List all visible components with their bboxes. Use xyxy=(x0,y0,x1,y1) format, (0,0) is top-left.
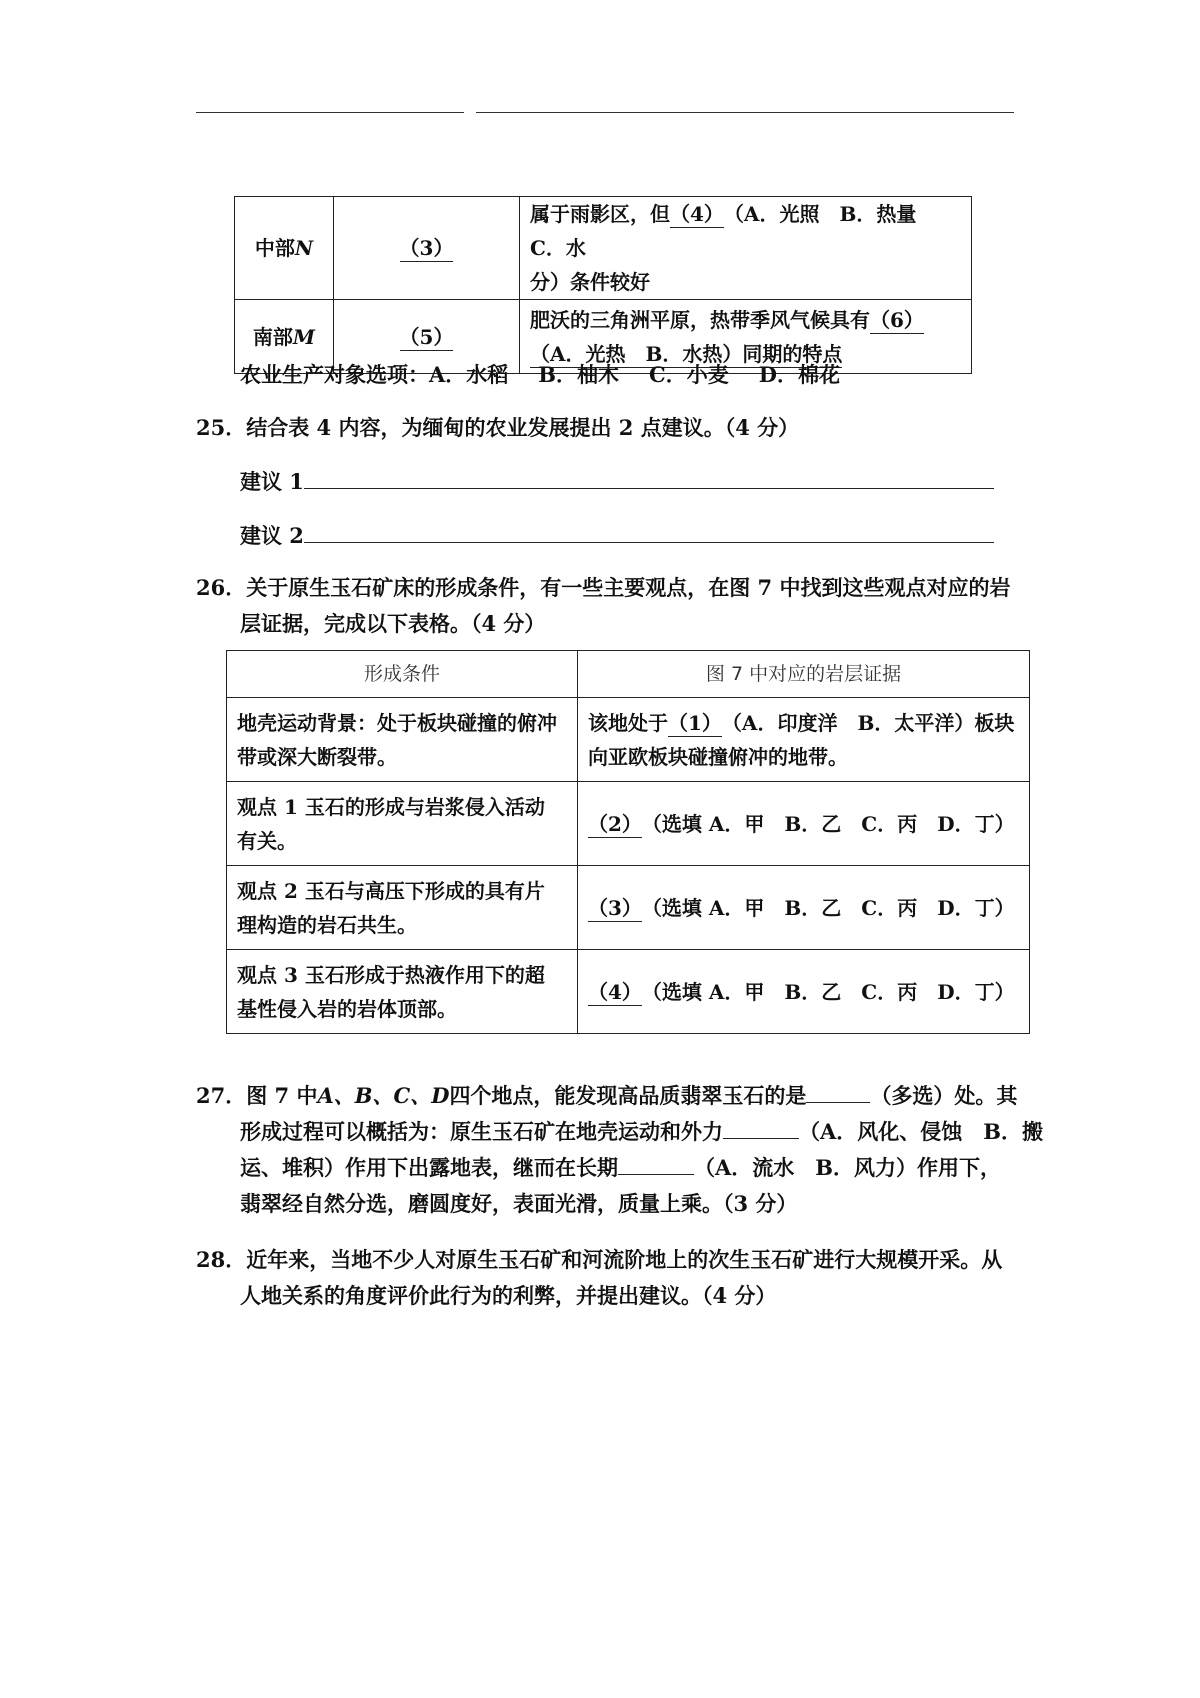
suggestion-2 xyxy=(240,518,994,554)
question-number: 26． xyxy=(196,575,247,600)
evidence-cell xyxy=(578,698,1030,782)
option-d: D．棉花 xyxy=(758,362,840,387)
condition-text-2: 有关。 xyxy=(237,828,297,853)
desc-blank: （6） xyxy=(870,307,924,332)
condition-text: 观点 3 玉石形成于热液作用下的超 xyxy=(237,962,545,987)
table-row xyxy=(227,866,1030,950)
answer-blank: （3） xyxy=(399,236,454,260)
region-cell xyxy=(235,197,334,300)
suggestion-label: 建议 2 xyxy=(240,523,304,548)
condition-text: 地壳运动背景：处于板块碰撞的俯冲 xyxy=(237,710,557,735)
evidence-cell xyxy=(578,950,1030,1034)
question-number: 25． xyxy=(196,415,247,440)
desc-text-2: 分）条件较好 xyxy=(530,270,650,294)
region-label: 中部 xyxy=(254,236,295,260)
evidence-options: （选填 A．甲 B．乙 C．丙 D．丁） xyxy=(641,811,1015,836)
answer-blank-1[interactable] xyxy=(806,1078,870,1103)
condition-cell xyxy=(227,698,578,782)
options-line xyxy=(240,357,840,393)
evidence-cell xyxy=(578,866,1030,950)
agriculture-table xyxy=(234,196,972,374)
header-rule-left xyxy=(196,112,464,113)
options-label: 农业生产对象选项： xyxy=(240,362,429,387)
table-row xyxy=(227,698,1030,782)
question-26 xyxy=(196,570,1010,642)
suggestion-2-field[interactable] xyxy=(304,518,994,543)
evidence-blank[interactable]: （3） xyxy=(588,895,642,920)
evidence-options: （选填 A．甲 B．乙 C．丙 D．丁） xyxy=(641,979,1015,1004)
table-row xyxy=(227,782,1030,866)
question-text: 翡翠经自然分选，磨圆度好，表面光滑，质量上乘。（3 分） xyxy=(240,1191,798,1216)
desc-text: 肥沃的三角洲平原，热带季风气候具有 xyxy=(530,307,870,332)
question-text: 关于原生玉石矿床的形成条件，有一些主要观点，在图 7 中找到这些观点对应的岩 xyxy=(246,575,1011,600)
question-text: 结合表 4 内容，为缅甸的农业发展提出 2 点建议。（4 分） xyxy=(246,415,800,440)
evidence-text: 该地处于 xyxy=(588,710,668,735)
desc-options: （A．光照 B．热量 C．水 xyxy=(530,202,937,260)
evidence-blank[interactable]: （2） xyxy=(588,811,642,836)
evidence-options: （选填 A．甲 B．乙 C．丙 D．丁） xyxy=(641,895,1015,920)
question-text-2: 层证据，完成以下表格。（4 分） xyxy=(240,611,546,636)
table-header xyxy=(227,651,1030,698)
point-labels: A、B、C、D xyxy=(317,1083,450,1108)
option-b: B．柚木 xyxy=(538,362,620,387)
header-evidence: 图 7 中对应的岩层证据 xyxy=(578,651,1030,698)
option-a: A．水稻 xyxy=(429,362,509,387)
question-28 xyxy=(196,1242,1002,1314)
header-condition: 形成条件 xyxy=(227,651,578,698)
question-text: （多选）处。其 xyxy=(870,1083,1018,1108)
condition-text: 观点 1 玉石的形成与岩浆侵入活动 xyxy=(237,794,545,819)
condition-text: 观点 2 玉石与高压下形成的具有片 xyxy=(237,878,545,903)
condition-cell xyxy=(227,782,578,866)
suggestion-label: 建议 1 xyxy=(240,469,304,494)
condition-cell xyxy=(227,950,578,1034)
answer-blank: （5） xyxy=(399,324,454,349)
question-text: 图 7 中 xyxy=(246,1083,318,1108)
condition-text-2: 基性侵入岩的岩体顶部。 xyxy=(237,996,457,1021)
suggestion-1-field[interactable] xyxy=(304,464,994,489)
region-var: N xyxy=(294,236,314,260)
condition-cell xyxy=(227,866,578,950)
evidence-options: （A．印度洋 B．太平洋）板块 xyxy=(721,710,1015,735)
desc-text-2: （A．光热 B．水热）同期的特点 xyxy=(530,341,843,366)
answer-blank-3[interactable] xyxy=(618,1150,694,1175)
suggestion-1 xyxy=(240,464,994,500)
desc-text: 属于雨影区，但 xyxy=(530,202,670,226)
question-number: 27． xyxy=(196,1083,247,1108)
answer-cell xyxy=(334,197,520,300)
question-text: 四个地点，能发现高品质翡翠玉石的是 xyxy=(449,1083,807,1108)
option-c: C．小麦 xyxy=(649,362,729,387)
desc-cell xyxy=(520,197,972,300)
question-text: （A．流水 B．风力）作用下， xyxy=(694,1155,1002,1180)
question-25 xyxy=(196,410,799,446)
question-27 xyxy=(196,1078,1043,1222)
condition-text-2: 理构造的岩石共生。 xyxy=(237,912,417,937)
question-text-2: 人地关系的角度评价此行为的利弊，并提出建议。（4 分） xyxy=(240,1283,777,1308)
answer-blank-2[interactable] xyxy=(723,1114,799,1139)
evidence-cell xyxy=(578,782,1030,866)
question-text: （A．风化、侵蚀 B．搬 xyxy=(799,1119,1044,1144)
evidence-blank[interactable]: （4） xyxy=(588,979,642,1004)
question-number: 28． xyxy=(196,1247,247,1272)
condition-text-2: 带或深大断裂带。 xyxy=(237,744,397,769)
desc-blank: （4） xyxy=(670,202,724,226)
table-row xyxy=(227,950,1030,1034)
table-row xyxy=(235,197,972,300)
rock-evidence-table xyxy=(226,650,1030,1034)
question-text: 运、堆积）作用下出露地表，继而在长期 xyxy=(240,1155,618,1180)
evidence-text-2: 向亚欧板块碰撞俯冲的地带。 xyxy=(588,744,848,769)
header-rule-right xyxy=(476,112,1014,113)
region-var: M xyxy=(292,324,316,349)
question-text: 形成过程可以概括为：原生玉石矿在地壳运动和外力 xyxy=(240,1119,723,1144)
question-text: 近年来，当地不少人对原生玉石矿和河流阶地上的次生玉石矿进行大规模开采。从 xyxy=(246,1247,1003,1272)
region-label: 南部 xyxy=(252,324,293,349)
evidence-blank[interactable]: （1） xyxy=(668,710,722,735)
